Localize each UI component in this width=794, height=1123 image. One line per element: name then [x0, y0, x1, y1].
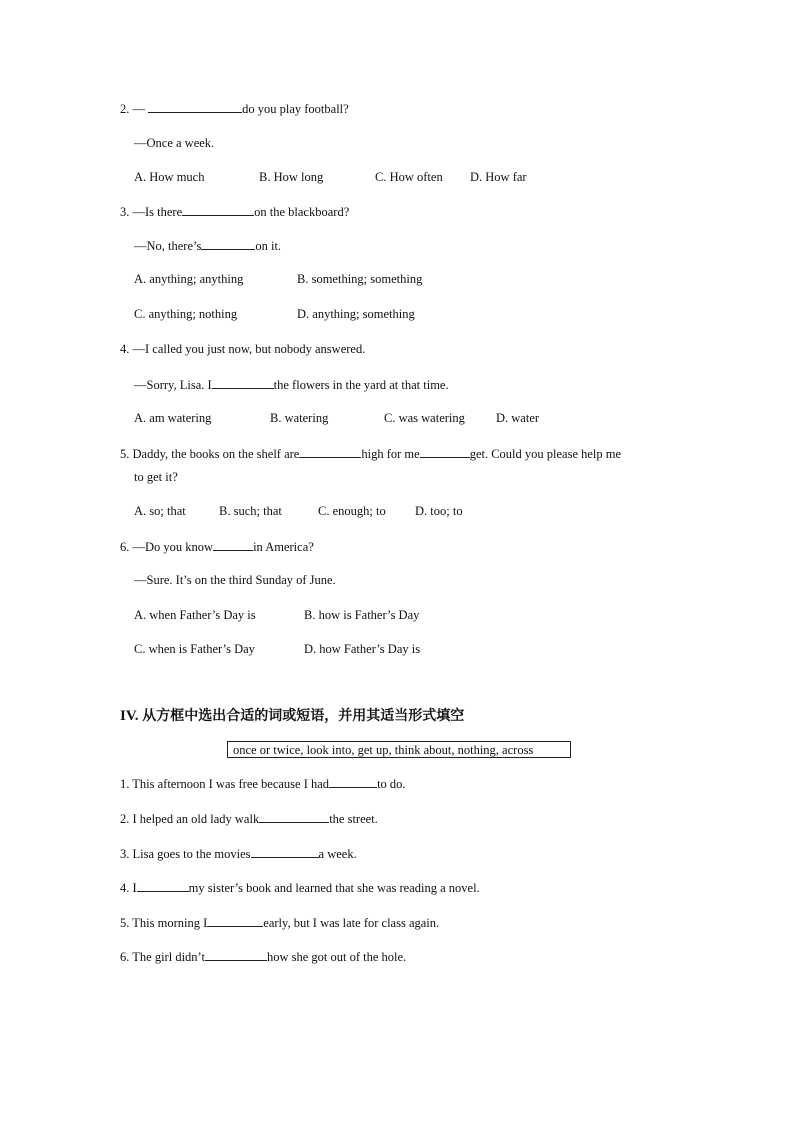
q3-option-c[interactable]: C. anything; nothing	[134, 307, 238, 321]
fill-item-3-blank[interactable]	[251, 845, 319, 858]
q2-stem: do you play football?	[242, 102, 349, 116]
q2-option-c[interactable]: C. How often	[375, 170, 443, 184]
fill-item-1-blank[interactable]	[329, 775, 377, 788]
q4-option-a[interactable]: A. am watering	[134, 411, 212, 425]
q4-stem: —I called you just now, but nobody answered.	[132, 342, 366, 356]
q3-blank[interactable]	[182, 203, 254, 216]
q5-option-a[interactable]: A. so; that	[134, 504, 186, 518]
q5-line	[120, 445, 621, 462]
q5-stem-middle: high for me	[361, 447, 420, 461]
q3-answer-blank[interactable]	[201, 237, 255, 250]
q6-answer: —Sure. It’s on the third Sunday of June.	[134, 573, 336, 587]
q2-option-d[interactable]: D. How far	[470, 170, 527, 184]
q6-blank[interactable]	[213, 538, 253, 551]
q2-blank[interactable]	[148, 100, 242, 113]
q3-stem-after: on the blackboard?	[254, 205, 350, 219]
fill-item-6-after: how she got out of the hole.	[266, 950, 407, 964]
q4-option-b[interactable]: B. watering	[270, 411, 329, 425]
q4-answer-before: —Sorry, Lisa. I	[134, 378, 212, 392]
q3-line	[120, 203, 349, 220]
q2-option-b[interactable]: B. How long	[259, 170, 324, 184]
section4-title: 从方框中选出合适的词或短语，并用其适当形式填空	[142, 708, 465, 724]
q3-answer-before: —No, there’s	[134, 239, 202, 253]
fill-item-4-after: my sister’s book and learned that she was reading a novel.	[188, 881, 480, 895]
q4-line	[120, 341, 365, 357]
q6-option-d[interactable]: D. how Father’s Day is	[304, 642, 421, 656]
q6-option-c[interactable]: C. when is Father’s Day	[134, 642, 255, 656]
q5-blank-1[interactable]	[299, 445, 361, 458]
fill-item-3-after: a week.	[318, 847, 357, 861]
fill-item-1	[120, 775, 406, 792]
fill-item-1-after: to do.	[377, 777, 406, 791]
q5-number: 5.	[120, 447, 130, 461]
q3-option-b[interactable]: B. something; something	[297, 272, 423, 286]
fill-item-6-before: 6. The girl didn’t	[120, 950, 205, 964]
q6-stem-before: —Do you know	[132, 540, 214, 554]
fill-item-6	[120, 948, 406, 965]
fill-item-2-after: the street.	[329, 812, 378, 826]
q5-stem-before: Daddy, the books on the shelf are	[132, 447, 300, 461]
fill-item-4	[120, 879, 480, 896]
q3-option-a[interactable]: A. anything; anything	[134, 272, 244, 286]
fill-item-4-before: 4. I	[120, 881, 137, 895]
q2-answer: —Once a week.	[134, 136, 215, 150]
q3-answer-after: on it.	[255, 239, 282, 253]
q5-option-c[interactable]: C. enough; to	[318, 504, 386, 518]
fill-item-5	[120, 914, 439, 931]
fill-item-3	[120, 845, 357, 862]
fill-item-2-before: 2. I helped an old lady walk	[120, 812, 260, 826]
section4-heading	[120, 706, 464, 726]
q3-answer	[134, 237, 281, 254]
q5-option-b[interactable]: B. such; that	[219, 504, 282, 518]
q4-answer-blank[interactable]	[212, 376, 274, 389]
fill-item-1-before: 1. This afternoon I was free because I had	[120, 777, 330, 791]
q4-answer-after: the flowers in the yard at that time.	[273, 378, 449, 392]
q4-option-d[interactable]: D. water	[496, 411, 540, 425]
fill-item-5-before: 5. This morning I	[120, 916, 208, 930]
q6-option-a[interactable]: A. when Father’s Day is	[134, 608, 256, 622]
fill-item-4-blank[interactable]	[137, 879, 189, 892]
q6-stem-after: in America?	[253, 540, 314, 554]
q2-option-a[interactable]: A. How much	[134, 170, 205, 184]
q5-stem-cont: to get it?	[134, 470, 178, 484]
q5-option-d[interactable]: D. too; to	[415, 504, 463, 518]
q3-stem-before: —Is there	[132, 205, 183, 219]
fill-item-5-after: early, but I was late for class again.	[263, 916, 440, 930]
q6-number: 6.	[120, 540, 130, 554]
q3-option-d[interactable]: D. anything; something	[297, 307, 415, 321]
fill-item-3-before: 3. Lisa goes to the movies	[120, 847, 251, 861]
q3-number: 3.	[120, 205, 130, 219]
q5-stem-after: get. Could you please help me	[469, 447, 622, 461]
q4-answer	[134, 376, 449, 393]
fill-item-5-blank[interactable]	[207, 914, 263, 927]
q6-line	[120, 538, 314, 555]
q6-option-b[interactable]: B. how is Father’s Day	[304, 608, 420, 622]
q5-blank-2[interactable]	[420, 445, 470, 458]
section4-number: IV.	[120, 708, 139, 724]
q2-number: 2.	[120, 102, 130, 116]
q2-lead: —	[132, 102, 145, 116]
q4-number: 4.	[120, 342, 130, 356]
q2-line	[120, 100, 349, 117]
q4-option-c[interactable]: C. was watering	[384, 411, 465, 425]
fill-item-2-blank[interactable]	[259, 810, 329, 823]
fill-item-2	[120, 810, 378, 827]
fill-item-6-blank[interactable]	[205, 948, 267, 961]
word-box: once or twice, look into, get up, think about, nothing, across	[227, 741, 571, 758]
